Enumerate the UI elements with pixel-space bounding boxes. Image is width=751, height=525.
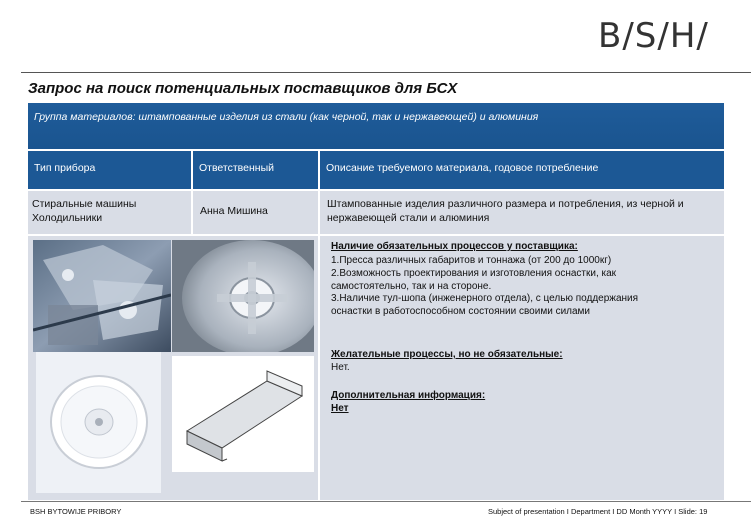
slide-title: Запрос на поиск потенциальных поставщиков для БСХ — [28, 80, 458, 97]
additional-info-value: Нет — [331, 403, 349, 414]
stamped-steel-parts-photo — [33, 240, 171, 352]
list-item: самостоятельно, так и на стороне. — [331, 280, 492, 292]
device-type-line: Стиральные машины — [32, 198, 137, 210]
device-type-text — [32, 197, 136, 225]
footer-company: BSH BYTOWIJE PRIBORY — [30, 507, 122, 516]
device-type-line: Холодильники — [32, 212, 103, 224]
desirable-processes-value: Нет. — [331, 362, 350, 373]
drum-back-plate-photo — [172, 240, 314, 352]
cell-device-type — [28, 191, 191, 234]
desirable-processes-heading: Желательные процессы, но не обязательные: — [331, 349, 563, 360]
header-description — [320, 151, 724, 189]
footer-slide-info: Subject of presentation I Department I DD Month YYYY I Slide: 19 — [488, 507, 708, 516]
list-item: 1.Пресса различных габаритов и тоннажа (от 200 до 1000кг) — [331, 255, 612, 266]
responsible-text: Анна Мишина — [200, 205, 268, 217]
list-item: 3.Наличие тул-шопа (инженерного отдела), с целью поддержания — [331, 293, 639, 305]
additional-info-heading: Дополнительная информация: — [331, 390, 486, 401]
required-processes-list — [331, 255, 719, 319]
bent-sheet-profile-drawing — [172, 356, 314, 472]
material-group-label: Группа материалов: штампованные изделия из стали (как черной, так и нержавеющей) и алюминия — [34, 111, 539, 123]
header-description-label: Описание требуемого материала, годовое потребление — [326, 162, 599, 174]
description-text — [327, 197, 717, 225]
description-line: Штампованные изделия различного размера и потребления, из черной и — [327, 198, 684, 210]
list-item: оснастки в работоспособном состоянии своими силами — [331, 306, 591, 318]
header-device-type — [28, 151, 191, 189]
top-divider — [21, 72, 751, 73]
footer-divider — [21, 501, 751, 502]
header-responsible — [193, 151, 318, 189]
cell-description — [320, 191, 724, 234]
material-group-bar — [28, 103, 724, 149]
header-device-type-label: Тип прибора — [34, 162, 96, 174]
cell-responsible — [193, 191, 318, 234]
bsh-logo: B/S/H/ — [598, 16, 709, 56]
required-processes-heading: Наличие обязательных процессов у поставщика: — [331, 241, 578, 252]
round-steel-disc-photo — [36, 352, 161, 493]
list-item: 2.Возможность проектирования и изготовления оснастки, как — [331, 267, 617, 279]
header-responsible-label: Ответственный — [199, 162, 274, 174]
description-line: нержавеющей стали и алюминия — [327, 212, 490, 224]
